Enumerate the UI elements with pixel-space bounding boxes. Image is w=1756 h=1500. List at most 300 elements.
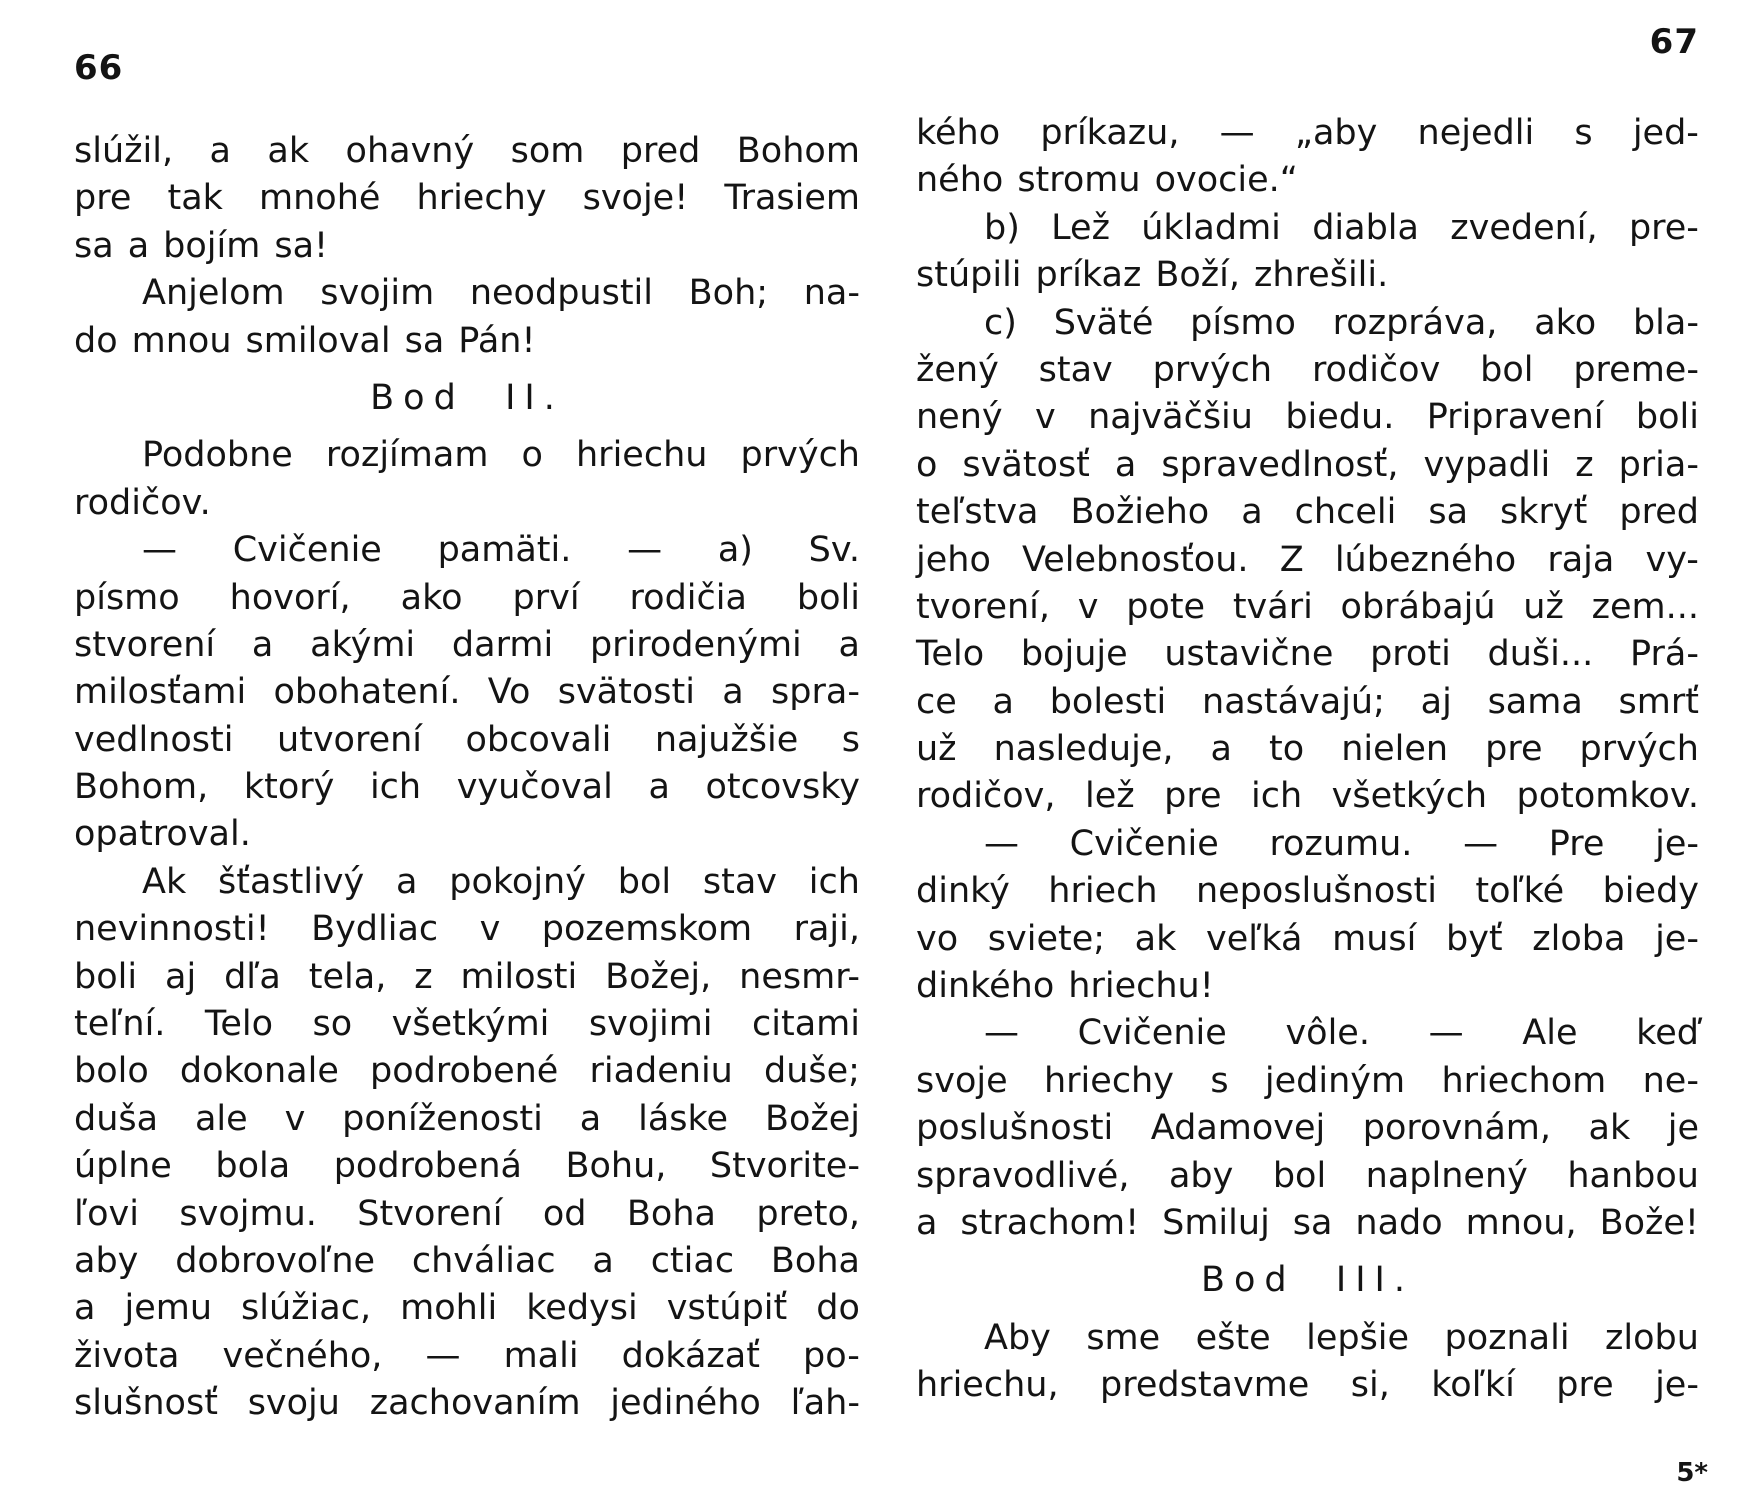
word: svoje bbox=[916, 1060, 1008, 1101]
text-line bbox=[74, 432, 860, 479]
word: preto, bbox=[756, 1193, 860, 1234]
left-text-block bbox=[74, 128, 860, 1428]
word: tela, bbox=[308, 956, 387, 997]
word: kého bbox=[916, 113, 1001, 153]
word: — bbox=[142, 530, 177, 571]
word: hriechu, bbox=[916, 1365, 1059, 1406]
word: sme bbox=[1086, 1317, 1161, 1358]
text-line bbox=[916, 679, 1699, 726]
word: lúbezného bbox=[1334, 539, 1517, 580]
word: už bbox=[916, 729, 957, 770]
word: ale bbox=[194, 1098, 248, 1139]
word: mnohé bbox=[259, 178, 381, 219]
word: — bbox=[1219, 113, 1255, 153]
word: a bbox=[592, 1240, 614, 1281]
word: s bbox=[1210, 1060, 1229, 1101]
text-line bbox=[916, 110, 1699, 157]
word: úplne bbox=[74, 1146, 172, 1187]
word: Bože! bbox=[1599, 1202, 1699, 1243]
text-line bbox=[74, 223, 860, 270]
text-line bbox=[916, 726, 1699, 773]
word: spravedlnosť, bbox=[1161, 444, 1399, 485]
word: pre bbox=[1485, 729, 1543, 770]
word: žený bbox=[916, 349, 999, 390]
word: hanbou bbox=[1567, 1155, 1699, 1196]
word: dobrovoľne bbox=[175, 1240, 376, 1281]
word: hriechu bbox=[576, 435, 708, 476]
word: najväčšiu bbox=[1088, 397, 1253, 438]
word: aj bbox=[165, 956, 197, 997]
word: mohli bbox=[400, 1288, 498, 1329]
word: prirodenými bbox=[589, 624, 802, 665]
word: jed- bbox=[1632, 113, 1699, 153]
word: dinký bbox=[916, 871, 1010, 912]
word: pre bbox=[1556, 1365, 1614, 1406]
word: biedu. bbox=[1285, 397, 1395, 438]
word: teľstva bbox=[916, 492, 1039, 533]
word: bol bbox=[1480, 349, 1534, 390]
text-line bbox=[916, 205, 1699, 252]
page-number: 67 bbox=[1649, 22, 1699, 62]
text-line bbox=[74, 1333, 860, 1380]
word: hriechom bbox=[1441, 1060, 1607, 1101]
word: II. bbox=[505, 377, 564, 418]
word: zlobu bbox=[1605, 1317, 1699, 1358]
word: Podobne bbox=[142, 435, 293, 476]
word: a bbox=[838, 624, 860, 665]
word: dľa bbox=[224, 956, 281, 997]
text-line bbox=[74, 318, 860, 365]
word: a bbox=[127, 225, 150, 266]
word: toľké bbox=[1475, 871, 1565, 912]
word: písmo bbox=[74, 577, 180, 618]
word: potomkov. bbox=[1516, 776, 1699, 817]
word: neposlušnosti bbox=[1195, 871, 1437, 912]
word: svoje! bbox=[582, 178, 689, 219]
word: a) bbox=[717, 530, 753, 571]
word: darmi bbox=[451, 624, 554, 665]
word: je- bbox=[1655, 1365, 1699, 1406]
word: po- bbox=[803, 1335, 860, 1376]
word: strachom! bbox=[960, 1202, 1140, 1243]
word: ne- bbox=[1642, 1060, 1699, 1101]
word: a bbox=[251, 624, 274, 665]
word: prví bbox=[512, 577, 580, 618]
word: utvorení bbox=[276, 719, 423, 760]
word: zachovaním bbox=[369, 1383, 581, 1424]
word: sa bbox=[1428, 492, 1469, 533]
word: slúžil, bbox=[74, 131, 174, 171]
word: zem... bbox=[1591, 586, 1699, 627]
word: boli bbox=[1635, 397, 1699, 438]
word: Pre bbox=[1548, 823, 1605, 864]
word: tak bbox=[167, 178, 223, 219]
word: vstúpiť bbox=[666, 1288, 788, 1329]
word: večného, bbox=[222, 1335, 383, 1376]
word: aj bbox=[1420, 681, 1452, 722]
word: vypadli bbox=[1423, 444, 1551, 485]
word: hriechy bbox=[1043, 1060, 1174, 1101]
text-line bbox=[916, 1010, 1699, 1057]
signature-mark: 5* bbox=[1676, 1458, 1708, 1488]
word: Boží, bbox=[1155, 255, 1240, 296]
text-line bbox=[74, 1001, 860, 1048]
word: naplnený bbox=[1365, 1155, 1528, 1196]
word: dokázať bbox=[621, 1335, 760, 1376]
word: Velebnosťou. bbox=[1022, 539, 1249, 580]
word: nesmr- bbox=[739, 956, 860, 997]
word: obohatení. bbox=[273, 672, 461, 713]
text-line bbox=[916, 1058, 1699, 1105]
word: vedlnosti bbox=[74, 719, 234, 760]
text-line bbox=[74, 764, 860, 811]
word: o bbox=[521, 435, 543, 476]
word: Cvičenie bbox=[232, 530, 382, 571]
word: b) bbox=[984, 207, 1020, 248]
word: skryť bbox=[1500, 492, 1588, 533]
word: bol bbox=[617, 861, 672, 902]
text-line bbox=[74, 717, 860, 764]
word: stvorení bbox=[74, 624, 216, 665]
word: spravodlivé, bbox=[916, 1155, 1130, 1196]
heading-gap bbox=[74, 422, 860, 432]
word: ich bbox=[369, 767, 422, 808]
word: rozpráva, bbox=[1332, 302, 1498, 343]
heading-gap bbox=[916, 1305, 1699, 1315]
text-line bbox=[74, 1285, 860, 1332]
word: príkazu, bbox=[1040, 113, 1180, 153]
word: Boha bbox=[770, 1240, 860, 1281]
word: pokojný bbox=[449, 861, 586, 902]
word: Aby bbox=[984, 1317, 1051, 1358]
word: do bbox=[816, 1288, 860, 1329]
word: sa bbox=[1292, 1202, 1333, 1243]
text-line bbox=[74, 859, 860, 906]
word: boli bbox=[796, 577, 860, 618]
word: rozjímam bbox=[325, 435, 489, 476]
word: duši... bbox=[1487, 634, 1594, 675]
word: ako bbox=[400, 577, 463, 618]
word: písmo bbox=[1190, 302, 1296, 343]
text-line bbox=[74, 527, 860, 574]
text-line bbox=[916, 1200, 1699, 1247]
text-line bbox=[916, 442, 1699, 489]
word: v bbox=[1034, 397, 1056, 438]
word: na- bbox=[803, 273, 860, 314]
right-text-block bbox=[916, 110, 1699, 1410]
word: do bbox=[74, 320, 118, 361]
word: Boha bbox=[626, 1193, 716, 1234]
word: bolo bbox=[74, 1051, 149, 1092]
word: rozumu. bbox=[1269, 823, 1413, 864]
word: nastávajú; bbox=[1202, 681, 1385, 722]
heading-gap bbox=[916, 1247, 1699, 1257]
word: ak bbox=[1588, 1108, 1631, 1149]
text-line bbox=[74, 175, 860, 222]
word: Telo bbox=[204, 1004, 274, 1045]
text-line bbox=[74, 1380, 860, 1427]
word: jemu bbox=[124, 1288, 213, 1329]
word: rodičov bbox=[1311, 349, 1441, 390]
word: pred bbox=[1619, 492, 1699, 533]
word: svojim bbox=[320, 273, 435, 314]
word: obrábajú bbox=[1340, 586, 1496, 627]
text-line bbox=[74, 1096, 860, 1143]
word: — bbox=[984, 1013, 1019, 1054]
word: ak bbox=[267, 131, 310, 171]
word: smrť bbox=[1618, 681, 1699, 722]
word: si, bbox=[1350, 1365, 1390, 1406]
word: svojmu. bbox=[179, 1193, 317, 1234]
word: bojuje bbox=[1020, 634, 1128, 675]
text-line bbox=[916, 1105, 1699, 1152]
word: v bbox=[284, 1098, 306, 1139]
word: milosťami bbox=[74, 672, 247, 713]
word: svoju bbox=[247, 1383, 340, 1424]
word: Bohom, bbox=[74, 767, 209, 808]
word: Anjelom bbox=[142, 273, 285, 314]
word: a bbox=[722, 672, 744, 713]
word: pote bbox=[1126, 586, 1206, 627]
word: o bbox=[916, 444, 938, 485]
word: bolesti bbox=[1049, 681, 1167, 722]
text-line bbox=[74, 270, 860, 317]
word: Telo bbox=[916, 634, 985, 675]
word: mnou bbox=[131, 320, 232, 361]
word: duša bbox=[74, 1098, 159, 1139]
word: mnou, bbox=[1465, 1202, 1577, 1243]
word: otcovsky bbox=[705, 767, 860, 808]
word: bol bbox=[1272, 1155, 1327, 1196]
text-line bbox=[74, 1143, 860, 1190]
word: slúžiac, bbox=[241, 1288, 372, 1329]
word: bojím bbox=[163, 225, 261, 266]
word: Bohom bbox=[736, 131, 860, 171]
word: spra- bbox=[771, 672, 860, 713]
word: — bbox=[984, 823, 1019, 864]
word: pria- bbox=[1618, 444, 1699, 485]
word: poníženosti bbox=[342, 1098, 543, 1139]
heading-gap bbox=[74, 365, 860, 375]
text-line bbox=[916, 773, 1699, 820]
word: jeho bbox=[916, 539, 991, 580]
text-line bbox=[916, 1362, 1699, 1409]
word: a bbox=[916, 1202, 938, 1243]
word: Trasiem bbox=[724, 178, 860, 219]
word: svätosti bbox=[557, 672, 695, 713]
word: v bbox=[479, 909, 501, 950]
word: tvári bbox=[1232, 586, 1313, 627]
word: je- bbox=[1655, 823, 1699, 864]
word: rodičia bbox=[629, 577, 747, 618]
word: ich bbox=[808, 861, 860, 902]
word: Adamovej bbox=[1150, 1108, 1326, 1149]
word: Stvorite- bbox=[709, 1146, 860, 1187]
text-line bbox=[916, 157, 1699, 204]
text-line bbox=[916, 394, 1699, 441]
word: a bbox=[396, 861, 418, 902]
word: a bbox=[648, 767, 670, 808]
word: rodičov. bbox=[74, 482, 211, 523]
text-line bbox=[74, 669, 860, 716]
word: pre bbox=[1164, 776, 1222, 817]
word: „aby bbox=[1294, 113, 1378, 153]
word: stav bbox=[1038, 349, 1113, 390]
word: Ak bbox=[142, 861, 187, 902]
word: šťastlivý bbox=[218, 861, 365, 902]
text-line bbox=[74, 575, 860, 622]
word: so bbox=[312, 1004, 353, 1045]
word: Cvičenie bbox=[1069, 823, 1219, 864]
word: Ale bbox=[1522, 1013, 1578, 1054]
word: stúpili bbox=[916, 255, 1022, 296]
word: a bbox=[579, 1098, 602, 1139]
word: všetkých bbox=[1331, 776, 1488, 817]
text-line bbox=[916, 584, 1699, 631]
word: riadeniu bbox=[589, 1051, 733, 1092]
word: sa! bbox=[274, 225, 329, 266]
word: je- bbox=[1655, 918, 1699, 959]
word: duše; bbox=[764, 1051, 860, 1092]
word: Bod bbox=[370, 377, 465, 418]
word: bola bbox=[215, 1146, 291, 1187]
word: Bydliac bbox=[311, 909, 439, 950]
word: vôle. bbox=[1285, 1013, 1370, 1054]
word: sviete; bbox=[987, 918, 1106, 959]
word: nado bbox=[1355, 1202, 1443, 1243]
text-line bbox=[74, 128, 860, 175]
word: pre- bbox=[1628, 207, 1699, 248]
word: milosti bbox=[460, 956, 578, 997]
word: prvých bbox=[1579, 729, 1699, 770]
word: lež bbox=[1084, 776, 1135, 817]
page-number: 66 bbox=[74, 48, 124, 88]
word: Pripravení bbox=[1426, 397, 1604, 438]
word: biedy bbox=[1602, 871, 1699, 912]
word: a bbox=[1114, 444, 1137, 485]
word: mali bbox=[503, 1335, 579, 1376]
word: smiloval bbox=[245, 320, 391, 361]
word: láske bbox=[638, 1098, 729, 1139]
word: ného bbox=[916, 160, 1004, 201]
word: a bbox=[992, 681, 1014, 722]
word: a bbox=[1241, 492, 1263, 533]
word: Pán! bbox=[458, 320, 536, 361]
word: obcovali bbox=[465, 719, 612, 760]
word: citami bbox=[752, 1004, 860, 1045]
word: príkaz bbox=[1035, 255, 1142, 296]
word: zvedení, bbox=[1450, 207, 1598, 248]
word: svätosť bbox=[962, 444, 1090, 485]
word: opatroval. bbox=[74, 814, 251, 855]
word: z bbox=[1575, 444, 1594, 485]
section-heading bbox=[916, 1257, 1699, 1304]
text-line bbox=[74, 1238, 860, 1285]
word: vyučoval bbox=[456, 767, 613, 808]
text-line bbox=[74, 811, 860, 858]
word: bla- bbox=[1632, 302, 1699, 343]
text-line bbox=[916, 537, 1699, 584]
word: Cvičenie bbox=[1077, 1013, 1227, 1054]
word: Bod bbox=[1200, 1260, 1296, 1301]
word: svojimi bbox=[588, 1004, 713, 1045]
word: teľní. bbox=[74, 1004, 166, 1045]
word: ktorý bbox=[243, 767, 335, 808]
word: byť bbox=[1445, 918, 1503, 959]
word: ich bbox=[1251, 776, 1303, 817]
word: Sv. bbox=[808, 530, 860, 571]
word: — bbox=[425, 1335, 461, 1376]
word: to bbox=[1269, 729, 1305, 770]
word: sa bbox=[404, 320, 445, 361]
word: musí bbox=[1332, 918, 1417, 959]
word: raji, bbox=[793, 909, 860, 950]
word: chváliac bbox=[411, 1240, 556, 1281]
word: Lež bbox=[1051, 207, 1110, 248]
word: najužšie bbox=[654, 719, 799, 760]
word: podrobená bbox=[333, 1146, 522, 1187]
text-line bbox=[916, 916, 1699, 963]
text-line bbox=[916, 252, 1699, 299]
word: aby bbox=[1168, 1155, 1234, 1196]
word: s bbox=[1574, 113, 1593, 153]
word: dinkého bbox=[916, 966, 1055, 1007]
text-line bbox=[74, 1048, 860, 1095]
word: ustavične bbox=[1164, 634, 1334, 675]
word: vo bbox=[916, 918, 959, 959]
word: ľovi bbox=[74, 1193, 139, 1234]
text-line bbox=[916, 1153, 1699, 1200]
word: chceli bbox=[1294, 492, 1397, 533]
word: ctiac bbox=[650, 1240, 735, 1281]
word: hriechy bbox=[416, 178, 547, 219]
word: prvých bbox=[740, 435, 860, 476]
word: koľkí bbox=[1431, 1365, 1515, 1406]
word: kedysi bbox=[526, 1288, 638, 1329]
right-page bbox=[878, 0, 1756, 1500]
word: zloba bbox=[1532, 918, 1626, 959]
text-line bbox=[916, 631, 1699, 678]
word: rodičov, bbox=[916, 776, 1056, 817]
word: slušnosť bbox=[74, 1383, 218, 1424]
word: aby bbox=[74, 1240, 139, 1281]
word: proti bbox=[1370, 634, 1451, 675]
word: raja bbox=[1547, 539, 1615, 580]
word: a bbox=[1210, 729, 1232, 770]
text-line bbox=[916, 347, 1699, 394]
word: ako bbox=[1534, 302, 1597, 343]
word: ľah- bbox=[790, 1383, 860, 1424]
word: Božej, bbox=[605, 956, 712, 997]
word: Z bbox=[1279, 539, 1304, 580]
word: v bbox=[1077, 586, 1099, 627]
word: Božej bbox=[764, 1098, 860, 1139]
word: boli bbox=[74, 956, 138, 997]
word: ohavný bbox=[345, 131, 475, 171]
word: Smiluj bbox=[1162, 1202, 1270, 1243]
word: lepšie bbox=[1306, 1317, 1410, 1358]
word: pre bbox=[74, 178, 132, 219]
word: ak bbox=[1134, 918, 1177, 959]
word: Sväté bbox=[1053, 302, 1154, 343]
section-heading bbox=[74, 375, 860, 422]
text-line bbox=[74, 622, 860, 669]
word: diabla bbox=[1312, 207, 1419, 248]
word: zhrešili. bbox=[1254, 255, 1389, 296]
word: Vo bbox=[487, 672, 531, 713]
word: nevinnosti! bbox=[74, 909, 270, 950]
word: Prá- bbox=[1630, 634, 1699, 675]
